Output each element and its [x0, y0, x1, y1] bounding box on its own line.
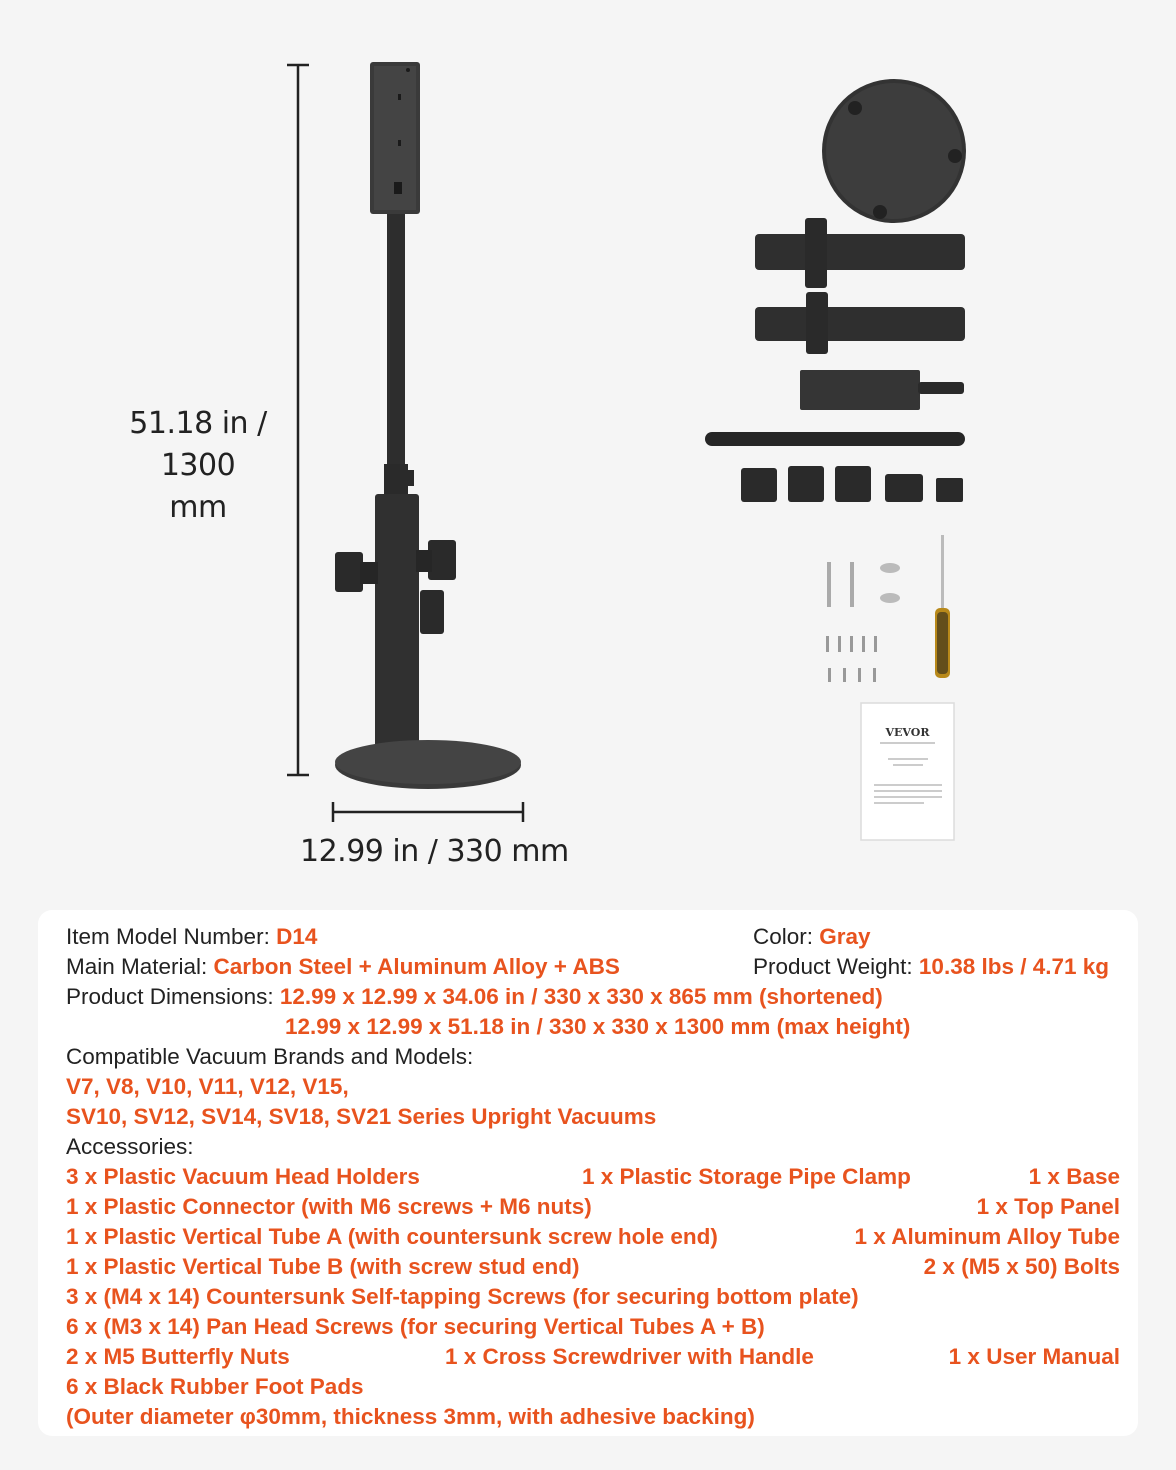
- width-dimension-label: 12.99 in / 330 mm: [300, 834, 569, 869]
- accessory-item-note: (Outer diameter φ30mm, thickness 3mm, with adhesive backing): [66, 1404, 755, 1429]
- accessories-row: [66, 1402, 1120, 1432]
- assembled-stand: [335, 62, 521, 789]
- accessory-item: 1 x Plastic Connector (with M6 screws + M6 nuts): [66, 1194, 592, 1219]
- accessory-item: 1 x Base: [1028, 1164, 1120, 1189]
- model-label: Item Model Number:: [66, 924, 277, 949]
- accessory-item: 6 x (M3 x 14) Pan Head Screws (for securing Vertical Tubes A + B): [66, 1314, 765, 1339]
- accessory-item: 1 x Cross Screwdriver with Handle: [445, 1344, 814, 1369]
- specifications-card: [38, 910, 1138, 1436]
- compatible-label: Compatible Vacuum Brands and Models:: [66, 1044, 474, 1069]
- accessories-row: [66, 1312, 1120, 1342]
- spec-row-compatible: [66, 1042, 1120, 1072]
- accessory-item: 2 x M5 Butterfly Nuts: [66, 1344, 290, 1369]
- manual-brand: VEVOR: [885, 726, 930, 739]
- accessory-item: 1 x Plastic Storage Pipe Clamp: [582, 1164, 911, 1189]
- accessories-row: [66, 1372, 1120, 1402]
- accessory-item: 3 x Plastic Vacuum Head Holders: [66, 1164, 420, 1189]
- spec-row-model-color: [66, 922, 1120, 952]
- height-dimension-metric: 1300 mm: [160, 448, 236, 525]
- material-label: Main Material:: [66, 954, 214, 979]
- color-spec: [753, 922, 871, 952]
- accessories-row: [66, 1342, 1120, 1372]
- model-value: D14: [276, 924, 318, 949]
- accessory-item: 1 x Aluminum Alloy Tube: [854, 1224, 1120, 1249]
- accessories-row: [66, 1222, 1120, 1252]
- accessory-item: 1 x Plastic Vertical Tube B (with screw stud end): [66, 1254, 580, 1279]
- accessory-item: 2 x (M5 x 50) Bolts: [923, 1254, 1120, 1279]
- compatible-models-2: SV10, SV12, SV14, SV18, SV21 Series Upright Vacuums: [66, 1104, 657, 1129]
- accessories-row: [66, 1162, 1120, 1192]
- width-dimension-line: [333, 802, 523, 822]
- dimensions-value-shortened: 12.99 x 12.99 x 34.06 in / 330 x 330 x 865 mm (shortened): [279, 984, 883, 1009]
- material-value: Carbon Steel + Aluminum Alloy + ABS: [213, 954, 620, 979]
- accessory-item: 1 x User Manual: [948, 1344, 1120, 1369]
- compatible-models-row-1: [66, 1072, 1120, 1102]
- weight-spec: [753, 952, 1109, 982]
- spec-row-accessories: [66, 1132, 1120, 1162]
- spec-row-dimensions-max: [66, 1012, 1120, 1042]
- color-label: Color:: [753, 924, 820, 949]
- dimensions-label: Product Dimensions:: [66, 984, 280, 1009]
- height-dimension-imperial: 51.18 in /: [129, 406, 267, 441]
- weight-value: 10.38 lbs / 4.71 kg: [918, 954, 1110, 979]
- accessories-row: [66, 1282, 1120, 1312]
- weight-label: Product Weight:: [753, 954, 919, 979]
- accessory-item: 3 x (M4 x 14) Countersunk Self-tapping Screws (for securing bottom plate): [66, 1284, 859, 1309]
- color-value: Gray: [819, 924, 871, 949]
- accessories-row: [66, 1192, 1120, 1222]
- spec-row-dimensions: [66, 982, 1120, 1012]
- accessory-item: 1 x Top Panel: [976, 1194, 1120, 1219]
- spec-row-material-weight: [66, 952, 1120, 982]
- height-dimension-line: [287, 65, 309, 775]
- compatible-models-row-2: [66, 1102, 1120, 1132]
- accessory-item: 6 x Black Rubber Foot Pads: [66, 1374, 364, 1399]
- height-dimension-label: [128, 403, 268, 529]
- accessories-label: Accessories:: [66, 1134, 194, 1159]
- compatible-models-1: V7, V8, V10, V11, V12, V15,: [66, 1074, 349, 1099]
- dimensions-value-max: 12.99 x 12.99 x 51.18 in / 330 x 330 x 1300 mm (max height): [285, 1014, 911, 1039]
- accessory-item: 1 x Plastic Vertical Tube A (with countersunk screw hole end): [66, 1224, 718, 1249]
- accessories-row: [66, 1252, 1120, 1282]
